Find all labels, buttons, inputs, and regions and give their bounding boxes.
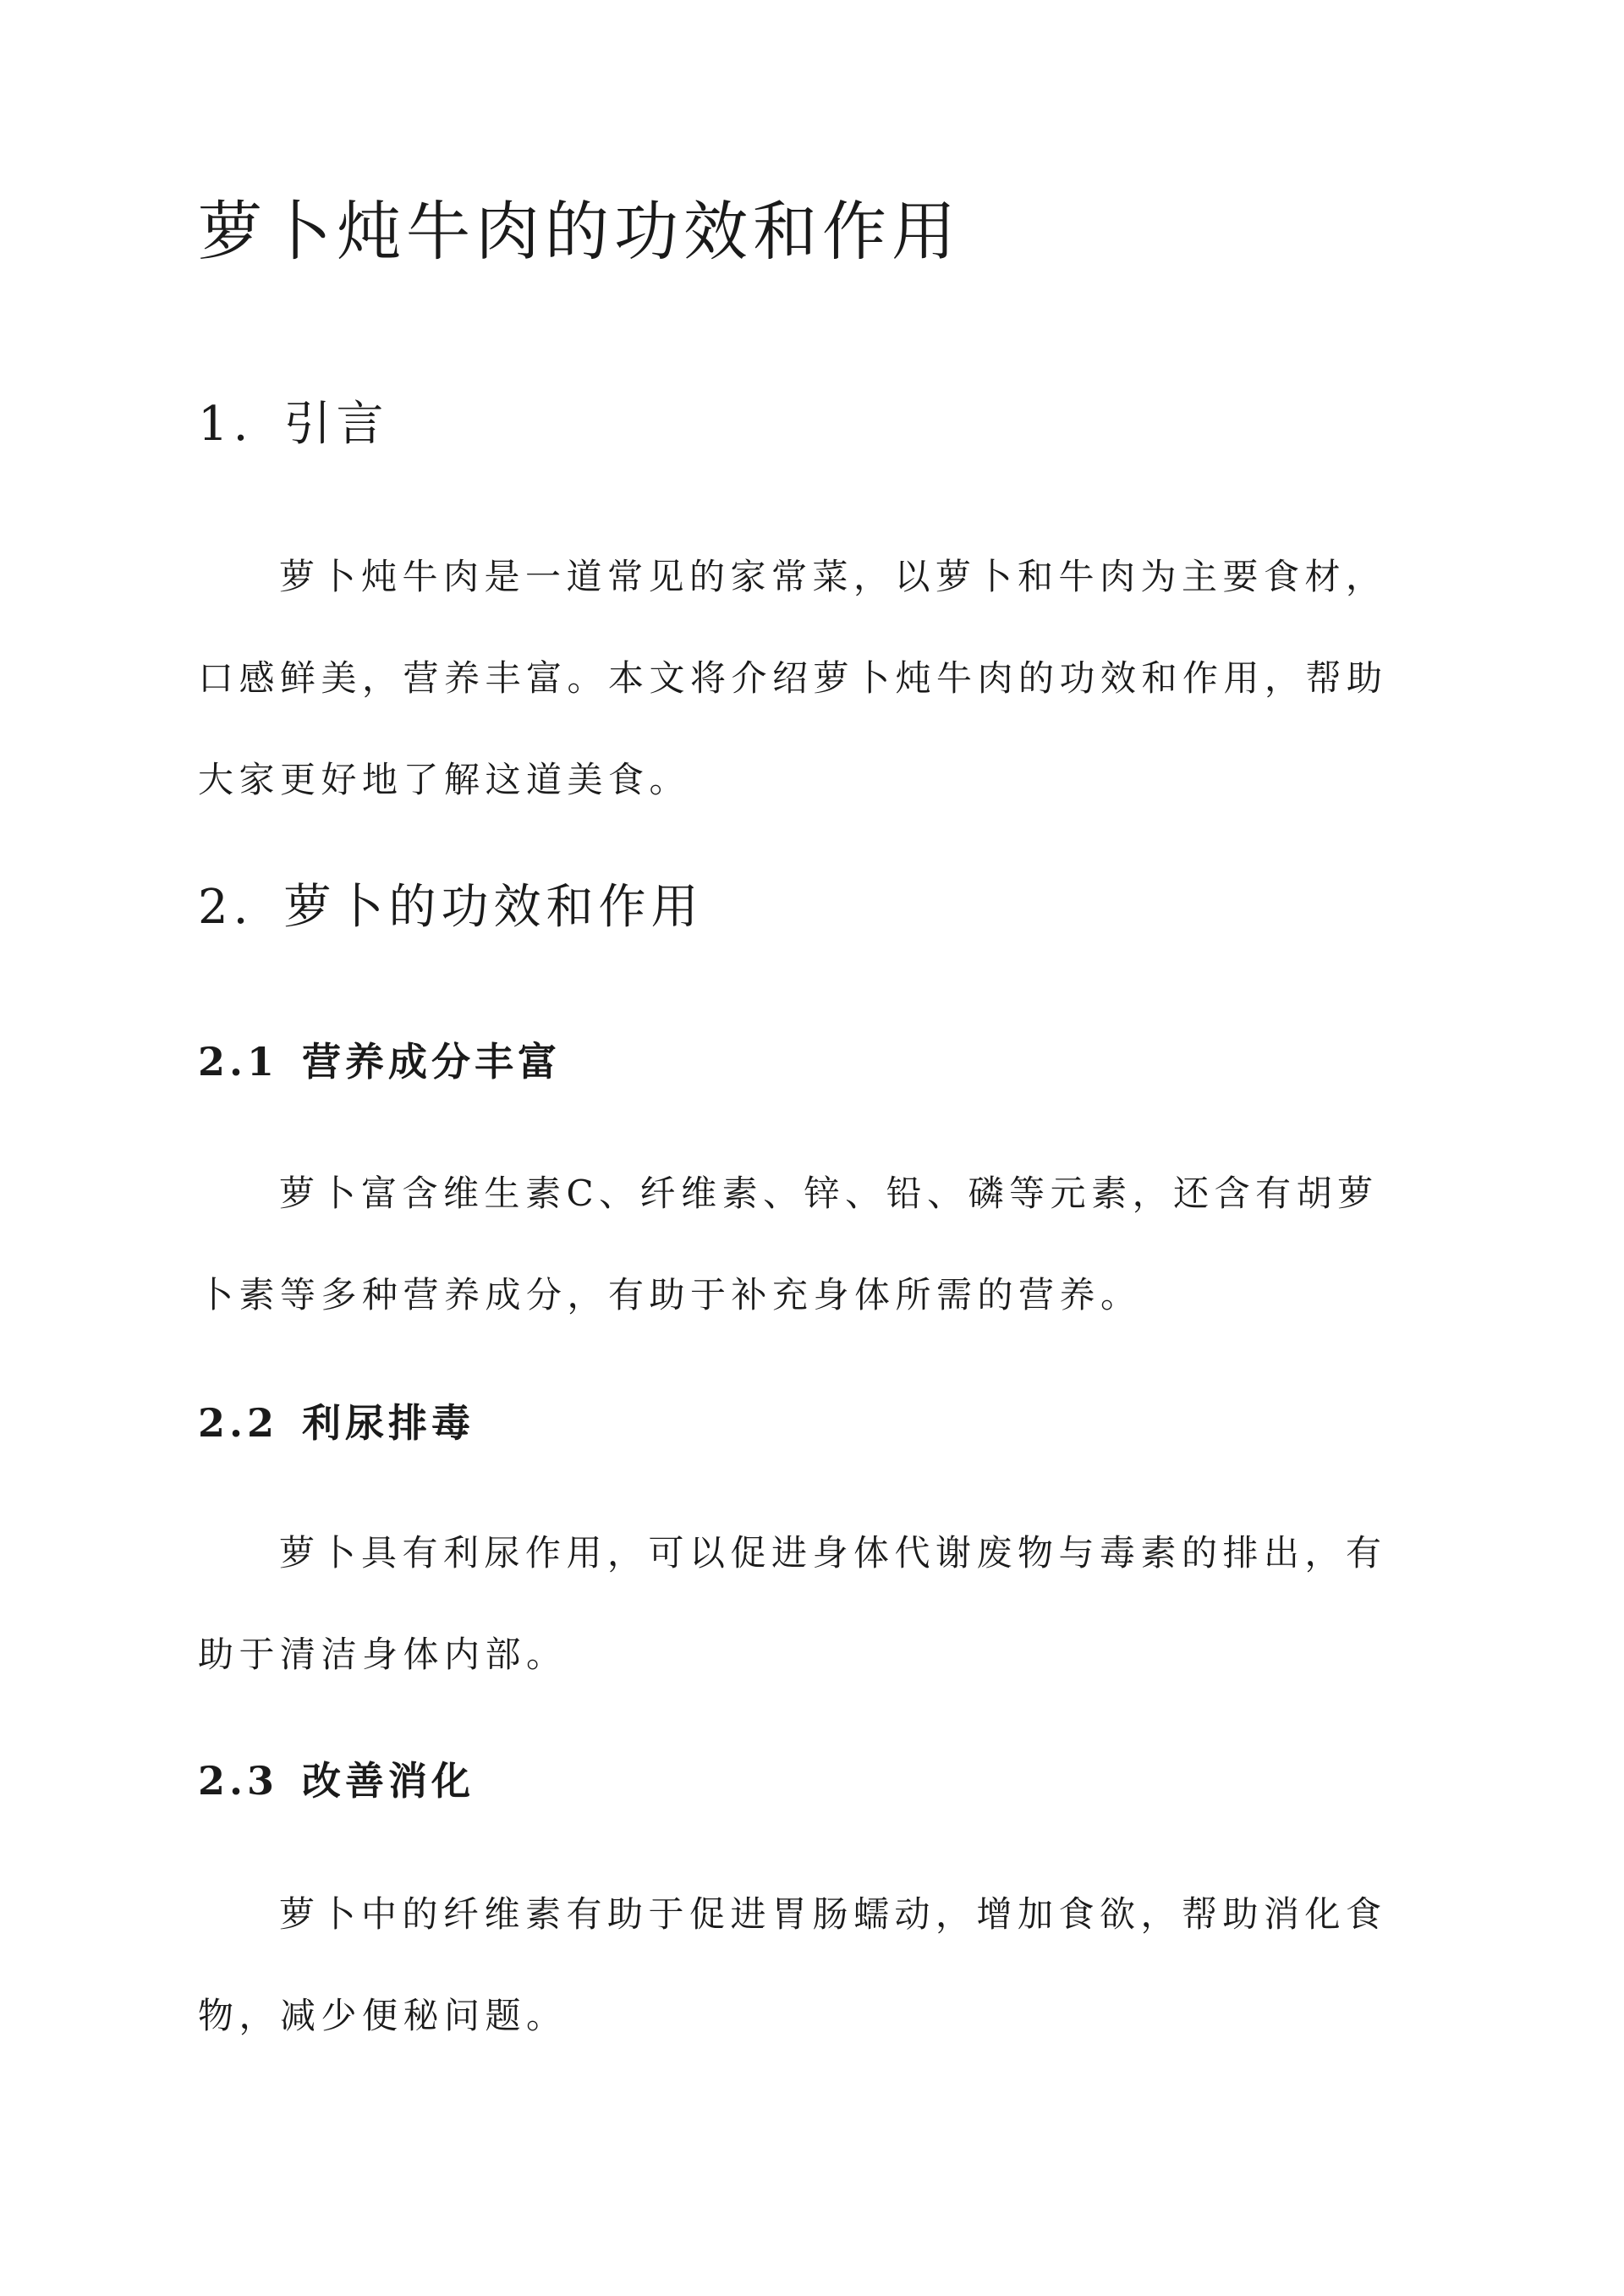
paragraph-nutrition [198, 1143, 1433, 1346]
subsection-title: 营养成分丰富 [302, 1039, 562, 1085]
paragraph-line: 萝卜中的纤维素有助于促进胃肠蠕动，增加食欲，帮助消化食 [279, 1893, 1387, 1935]
document-title: 萝卜炖牛肉的功效和作用 [198, 194, 961, 269]
paragraph-line: 卜素等多种营养成分，有助于补充身体所需的营养。 [198, 1274, 1142, 1316]
section-title: 萝卜的功效和作用 [283, 880, 704, 935]
subsection-title: 利尿排毒 [302, 1400, 475, 1446]
paragraph-diuretic [198, 1502, 1433, 1706]
subsection-number: 2.3 [198, 1758, 279, 1804]
paragraph-line: 萝卜炖牛肉是一道常见的家常菜，以萝卜和牛肉为主要食材， [279, 556, 1387, 597]
section-number: 2. [198, 880, 254, 935]
section-heading-intro [198, 397, 389, 452]
section-heading-radish [198, 880, 704, 935]
section-title: 引言 [283, 397, 389, 452]
section-number: 1. [198, 397, 254, 452]
paragraph-intro [198, 526, 1433, 831]
paragraph-line: 口感鲜美，营养丰富。本文将介绍萝卜炖牛肉的功效和作用，帮助 [198, 657, 1388, 699]
subsection-heading-nutrition [198, 1039, 562, 1085]
subsection-number: 2.2 [198, 1400, 279, 1446]
subsection-heading-diuretic [198, 1400, 475, 1446]
subsection-title: 改善消化 [302, 1758, 475, 1804]
paragraph-line: 萝卜具有利尿作用，可以促进身体代谢废物与毒素的排出，有 [279, 1532, 1387, 1574]
paragraph-line: 助于清洁身体内部。 [198, 1634, 568, 1675]
subsection-heading-digestion [198, 1758, 475, 1804]
paragraph-line: 物，减少便秘问题。 [198, 1995, 568, 2036]
subsection-number: 2.1 [198, 1039, 279, 1085]
paragraph-line: 大家更好地了解这道美食。 [198, 759, 691, 800]
paragraph-line: 萝卜富含维生素C、纤维素、锌、铅、磷等元素，还含有胡萝 [279, 1173, 1379, 1214]
paragraph-digestion [198, 1864, 1433, 2067]
